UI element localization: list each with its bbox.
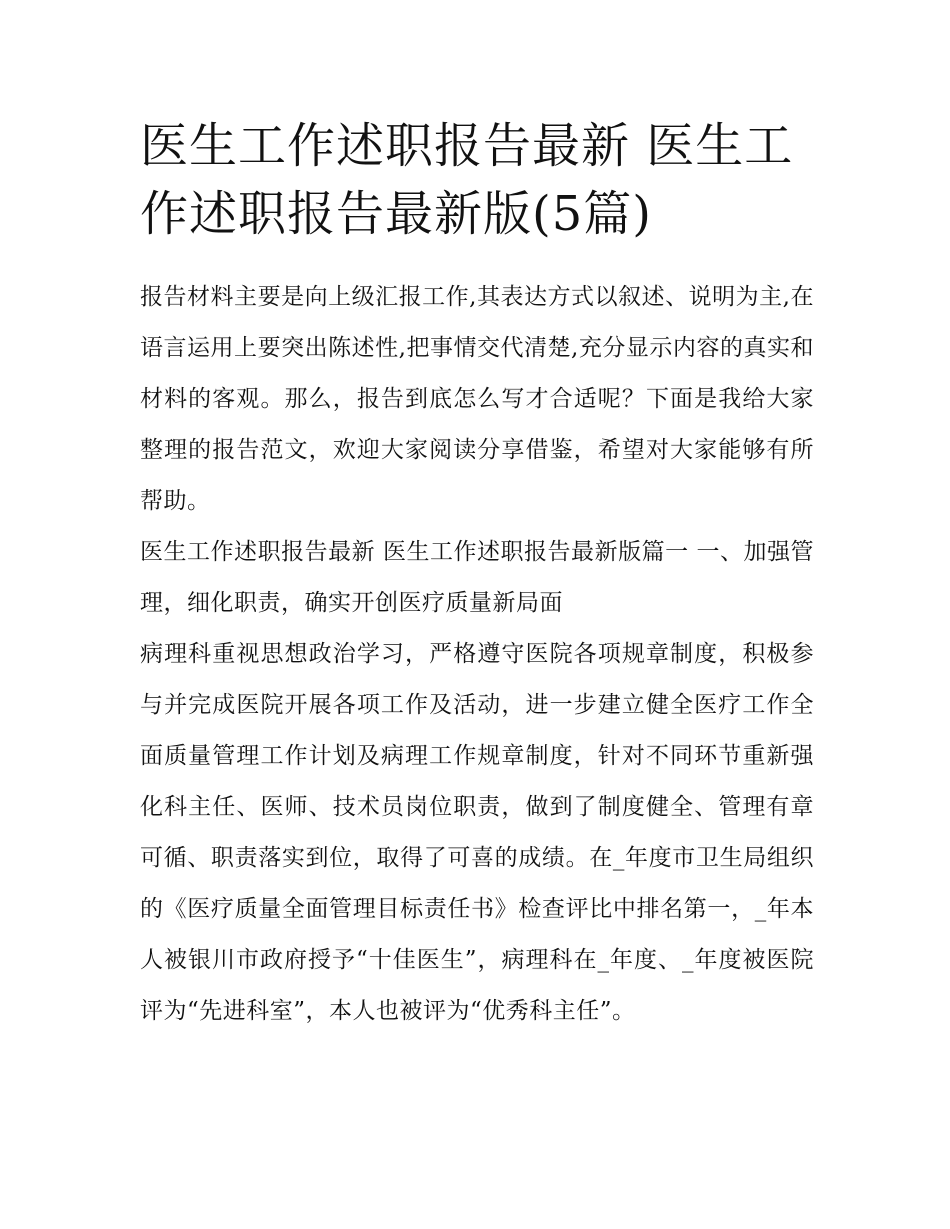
section-heading-paragraph: 医生工作述职报告最新 医生工作述职报告最新版篇一 一、加强管理，细化职责，确实开创医疗质量新局面 [140, 539, 814, 616]
body-paragraph: 病理科重视思想政治学习，严格遵守医院各项规章制度，积极参与并完成医院开展各项工作及活动，进一步建立健全医疗工作全面质量管理工作计划及病理工作规章制度，针对不同环节重新强化科主任、医师、技术员岗位职责，做到了制度健全、管理有章可循、职责落实到位，取得了可喜的成绩。在_年度市卫生局组织的《医疗质量全面管理目标责任书》检查评比中排名第一，_年本人被银川市政府授予“十佳医生”，病理科在_年度、_年度被医院评为“先进科室”，本人也被评为“优秀科主任”。 [140, 641, 814, 1024]
intro-paragraph: 报告材料主要是向上级汇报工作,其表达方式以叙述、说明为主,在语言运用上要突出陈述性,把事情交代清楚,充分显示内容的真实和材料的客观。那么，报告到底怎么写才合适呢？下面是我给大家整理的报告范文，欢迎大家阅读分享借鉴，希望对大家能够有所帮助。 [140, 284, 814, 514]
document-page [140, 112, 814, 1037]
document-title: 医生工作述职报告最新 医生工作述职报告最新版(5篇) [140, 118, 794, 242]
